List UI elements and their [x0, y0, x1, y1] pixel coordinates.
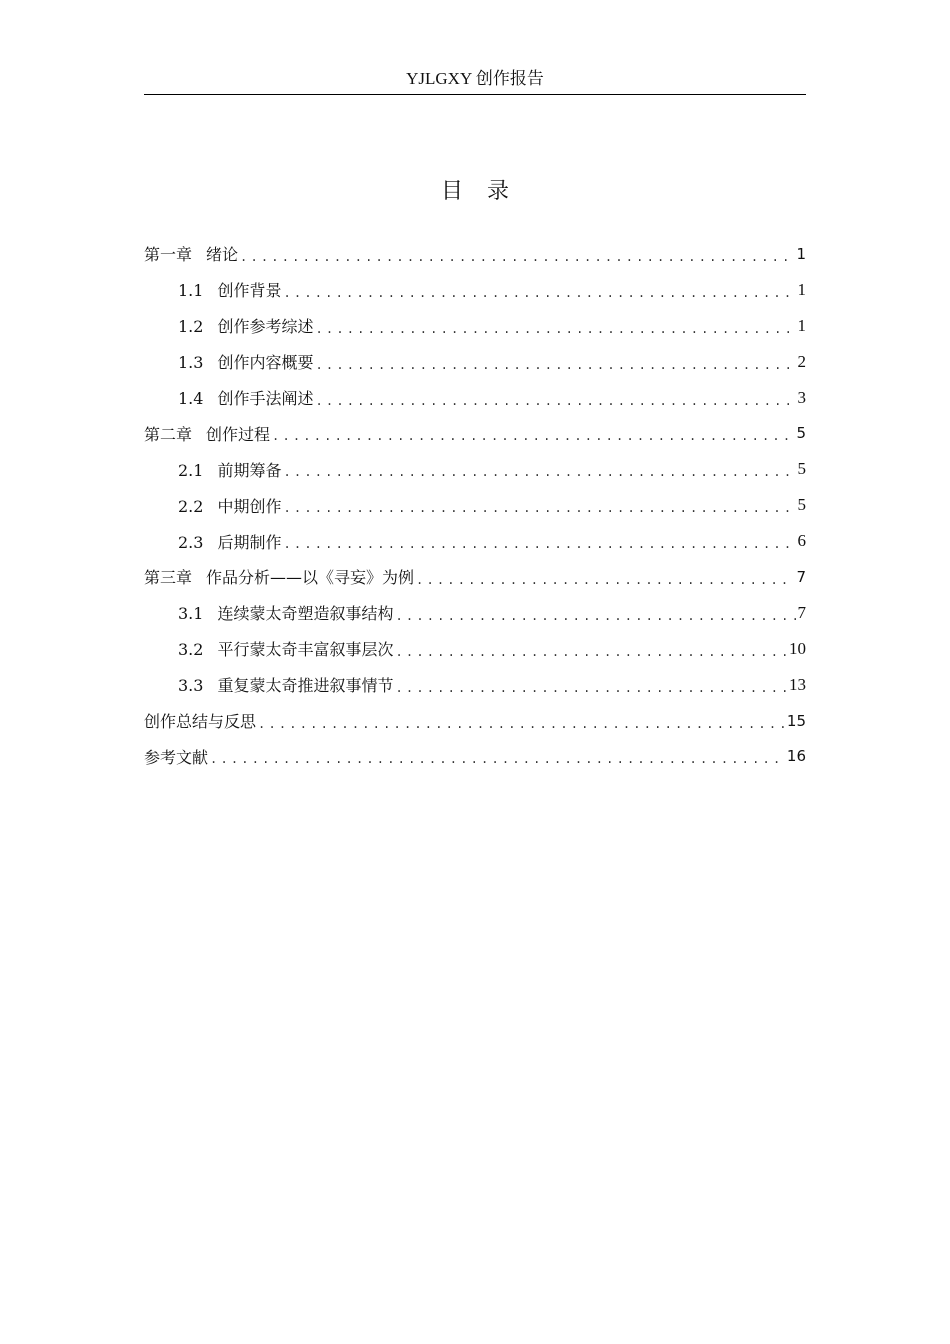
toc-title: 目录	[440, 179, 533, 204]
toc-entry-label	[178, 278, 281, 301]
toc-entry-number: 1.2	[178, 317, 204, 337]
toc-section-entry[interactable]	[144, 308, 806, 344]
dot-leader	[315, 322, 795, 336]
dot-leader	[395, 609, 795, 623]
dot-leader	[416, 573, 794, 587]
page-header	[144, 66, 806, 95]
toc-section-entry[interactable]	[144, 272, 806, 308]
toc-chapter-entry[interactable]	[144, 559, 806, 595]
toc-section-entry[interactable]	[144, 595, 806, 631]
dot-leader	[283, 465, 795, 479]
toc-section-entry[interactable]	[144, 487, 806, 523]
toc-entry-number: 第二章	[144, 424, 193, 444]
toc-entry-number: 2.2	[178, 496, 204, 516]
toc-entry-page: 5	[797, 495, 806, 515]
toc-entry-title: 连续蒙太奇塑造叙事结构	[217, 604, 394, 624]
toc-entry-page: 3	[797, 387, 806, 407]
toc-entry-page: 5	[796, 424, 806, 443]
toc-entry-number: 1.3	[178, 353, 204, 373]
dot-leader	[240, 250, 794, 264]
toc-entry-number: 3.1	[178, 604, 204, 624]
toc-entry-label	[144, 242, 238, 265]
toc-entry-title: 创作总结与反思	[144, 712, 257, 732]
toc-entry-page: 7	[796, 567, 806, 586]
toc-entry-title: 创作手法阐述	[217, 389, 314, 408]
toc-entry-label	[144, 709, 256, 732]
toc-entry-title: 绪论	[206, 245, 239, 265]
toc-entry-label	[144, 422, 270, 445]
dot-leader	[395, 681, 787, 695]
toc-entry-number: 2.3	[178, 532, 204, 552]
toc-entry-page: 6	[797, 531, 806, 551]
toc-chapter-entry[interactable]	[144, 415, 806, 451]
toc-entry-number: 1.1	[178, 281, 204, 301]
toc-entry-title: 创作参考综述	[217, 317, 314, 337]
header-text: YJLGXY 创作报告	[406, 69, 544, 88]
toc-entry-title: 后期制作	[217, 532, 282, 552]
toc-section-entry[interactable]	[144, 344, 806, 380]
toc-entry-title: 重复蒙太奇推进叙事情节	[217, 676, 394, 696]
toc-entry-page: 2	[797, 351, 806, 371]
toc-entry-label	[144, 565, 414, 588]
toc-entry-title: 创作内容概要	[217, 353, 314, 373]
toc-entry-title: 前期筹备	[217, 460, 282, 480]
dot-leader	[315, 394, 795, 408]
dot-leader	[258, 717, 785, 731]
toc-entry-number: 第一章	[144, 245, 193, 265]
toc-entry-page: 7	[797, 602, 806, 622]
toc-section-entry[interactable]	[144, 667, 806, 703]
toc-entry-page: 15	[786, 711, 806, 730]
toc-entry-page: 5	[797, 459, 806, 479]
toc-entry-label	[178, 494, 281, 517]
dot-leader	[315, 358, 795, 372]
toc-entry-title: 创作背景	[217, 281, 282, 301]
toc-entry-label	[178, 458, 281, 481]
dot-leader	[283, 286, 795, 300]
toc-entry-label	[178, 350, 313, 373]
toc-entry-title: 中期创作	[217, 496, 282, 516]
table-of-contents	[144, 236, 806, 774]
toc-entry-page: 10	[789, 638, 806, 658]
toc-entry-label	[178, 314, 313, 337]
toc-entry-title: 平行蒙太奇丰富叙事层次	[217, 640, 394, 660]
dot-leader	[272, 429, 794, 443]
toc-entry-title: 作品分析——以《寻妄》为例	[206, 568, 415, 588]
toc-section-entry[interactable]	[144, 380, 806, 416]
dot-leader	[210, 752, 785, 766]
toc-entry-number: 3.3	[178, 676, 204, 696]
toc-entry-title: 参考文献	[144, 747, 209, 767]
toc-entry-number: 2.1	[178, 460, 204, 480]
toc-entry-label	[178, 601, 393, 624]
toc-entry-label	[178, 637, 393, 660]
toc-section-entry[interactable]	[144, 451, 806, 487]
toc-entry-label	[144, 745, 208, 768]
toc-chapter-entry[interactable]	[144, 236, 806, 272]
dot-leader	[283, 537, 795, 551]
toc-section-entry[interactable]	[144, 631, 806, 667]
dot-leader	[283, 501, 795, 515]
toc-section-entry[interactable]	[144, 523, 806, 559]
toc-entry-label	[178, 673, 393, 696]
toc-chapter-entry[interactable]	[144, 738, 806, 774]
dot-leader	[395, 645, 787, 659]
toc-entry-number: 第三章	[144, 568, 193, 588]
toc-entry-page: 16	[786, 747, 806, 766]
toc-entry-page: 1	[797, 279, 806, 299]
toc-entry-title: 创作过程	[206, 424, 271, 444]
toc-entry-label	[178, 530, 281, 553]
toc-entry-number: 3.2	[178, 640, 204, 660]
toc-entry-page: 1	[796, 244, 806, 263]
toc-entry-page: 1	[797, 315, 806, 335]
toc-entry-page: 13	[789, 674, 806, 694]
toc-entry-label	[178, 386, 313, 409]
toc-chapter-entry[interactable]	[144, 703, 806, 739]
toc-entry-number: 1.4	[178, 389, 204, 408]
